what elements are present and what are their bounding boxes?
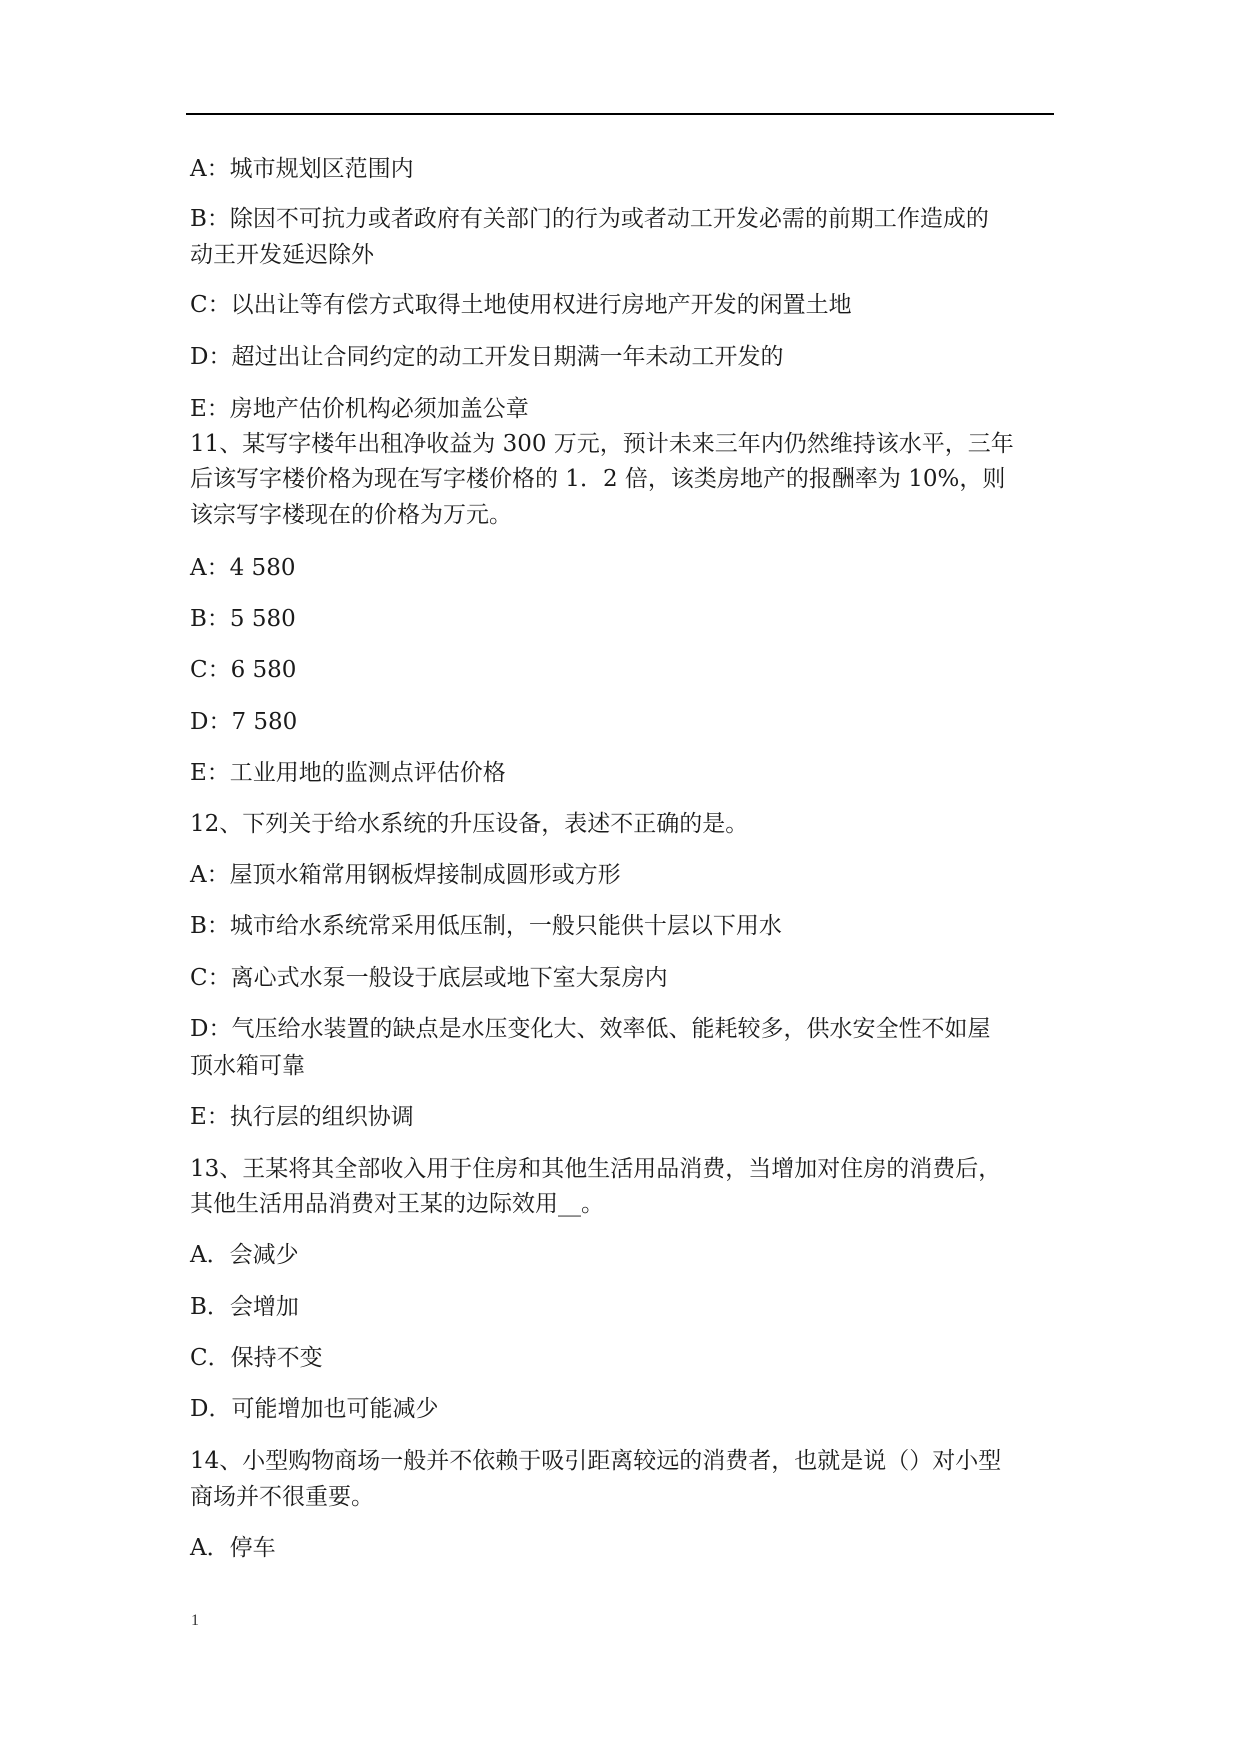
header-rule — [186, 113, 1054, 115]
text-line: C：以出让等有偿方式取得土地使用权进行房地产开发的闲置土地 — [190, 292, 852, 318]
text-line: 11、某写字楼年出租净收益为 300 万元，预计未来三年内仍然维持该水平，三年 — [190, 431, 1014, 457]
text-line: C：离心式水泵一般设于底层或地下室大泵房内 — [190, 965, 668, 991]
text-line: A．会减少 — [190, 1242, 299, 1268]
text-line: E：工业用地的监测点评估价格 — [190, 760, 506, 786]
text-line: 12、下列关于给水系统的升压设备，表述不正确的是。 — [190, 811, 749, 837]
text-line: 顶水箱可靠 — [190, 1053, 305, 1079]
text-line: B：除因不可抗力或者政府有关部门的行为或者动工开发必需的前期工作造成的 — [190, 206, 989, 232]
text-line: 商场并不很重要。 — [190, 1484, 374, 1510]
text-line: A：城市规划区范围内 — [190, 156, 414, 182]
text-line: 13、王某将其全部收入用于住房和其他生活用品消费，当增加对住房的消费后， — [190, 1156, 1002, 1182]
text-line: 14、小型购物商场一般并不依赖于吸引距离较远的消费者，也就是说（）对小型 — [190, 1448, 1002, 1474]
text-line: B：5 580 — [190, 606, 296, 632]
page-number: 1 — [191, 1612, 199, 1629]
text-line: E：执行层的组织协调 — [190, 1104, 414, 1130]
text-line: C．保持不变 — [190, 1345, 323, 1371]
text-line: A．停车 — [190, 1535, 276, 1561]
text-line: 该宗写字楼现在的价格为万元。 — [190, 502, 512, 528]
text-line: A：屋顶水箱常用钢板焊接制成圆形或方形 — [190, 862, 621, 888]
text-line: A：4 580 — [190, 555, 296, 581]
text-line: D：7 580 — [190, 709, 298, 735]
text-line: 其他生活用品消费对王某的边际效用__。 — [190, 1191, 604, 1217]
text-line: D．可能增加也可能减少 — [190, 1396, 439, 1422]
text-line: 后该写字楼价格为现在写字楼价格的 1．2 倍，该类房地产的报酬率为 10%，则 — [190, 466, 1006, 492]
text-line: B．会增加 — [190, 1294, 299, 1320]
text-line: B：城市给水系统常采用低压制，一般只能供十层以下用水 — [190, 913, 782, 939]
text-line: C：6 580 — [190, 657, 297, 683]
text-line: E：房地产估价机构必须加盖公章 — [190, 396, 529, 422]
text-line: D：超过出让合同约定的动工开发日期满一年未动工开发的 — [190, 344, 784, 370]
text-line: D：气压给水装置的缺点是水压变化大、效率低、能耗较多，供水安全性不如屋 — [190, 1016, 991, 1042]
text-line: 动王开发延迟除外 — [190, 242, 374, 268]
